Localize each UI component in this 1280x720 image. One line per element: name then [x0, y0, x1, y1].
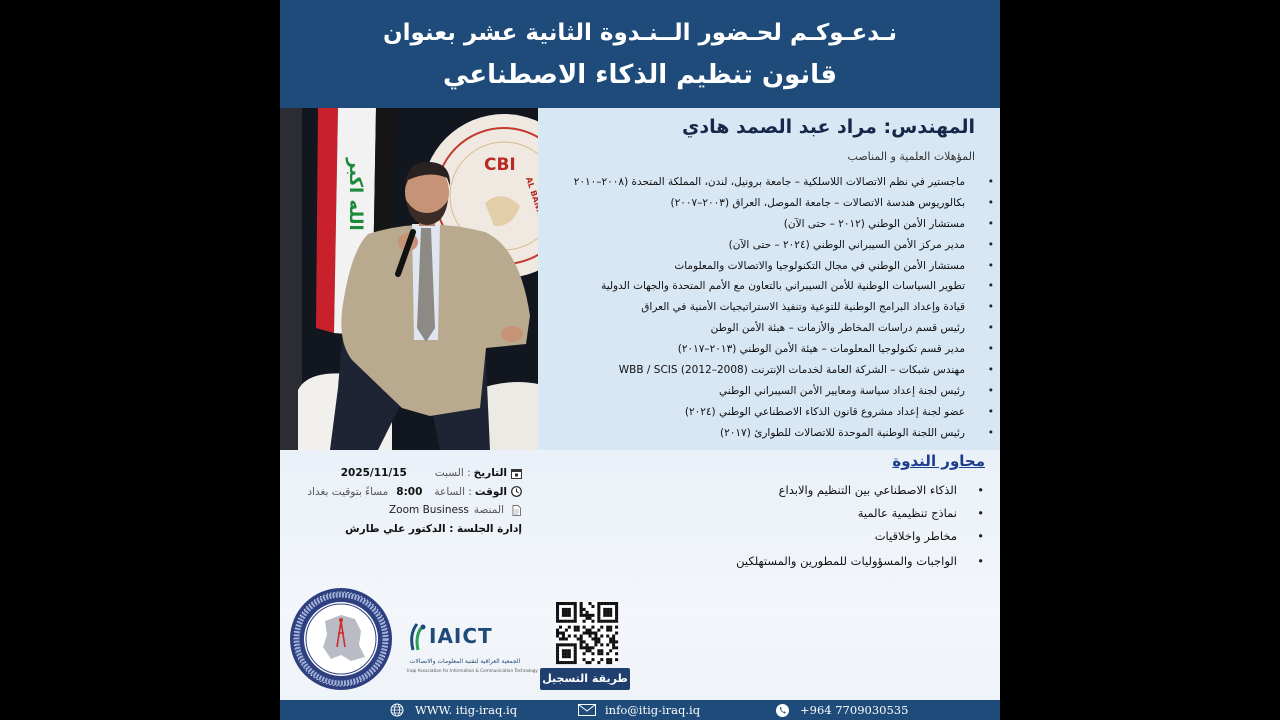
moderator: إدارة الجلسة : الدكتور علي طارش	[345, 522, 522, 535]
globe-icon	[390, 703, 404, 717]
qualification-item: • مدير قسم تكنولوجيا المعلومات – هيئة الأمن الوطني (٢٠١٣–٢٠١٧)	[538, 339, 994, 360]
association-seal	[289, 587, 393, 691]
iaict-logo	[407, 618, 538, 680]
date-label: التاريخ	[473, 467, 507, 480]
qualification-item: • رئيس قسم دراسات المخاطر والأزمات – هيئة الأمن الوطن	[538, 318, 994, 339]
register-button[interactable]: طريقة التسجيل	[540, 668, 630, 690]
topics-heading: محاور الندوة	[892, 452, 985, 470]
iaict-arabic-name: الجمعية العراقية لتقنية المعلومات والاتصالات	[409, 658, 521, 665]
iaict-brand: IAICT	[429, 624, 493, 648]
iaict-emblem-icon	[407, 622, 427, 654]
invitation-title: نـدعـوكـم لحـضور الــنـدوة الثانية عشر بعنوان	[382, 20, 898, 46]
email-link[interactable]: info@itig-iraq.iq	[605, 703, 701, 717]
document-icon	[511, 505, 522, 516]
time-row	[282, 483, 522, 502]
logo-text: CBI	[484, 155, 516, 175]
qualification-item: • مستشار الأمن الوطني في مجال التكنولوجيا والاتصالات والمعلومات	[538, 256, 994, 277]
topic-item: • الواجبات والمسؤوليات للمطورين والمستهلكين	[654, 550, 984, 573]
whatsapp-icon	[775, 703, 790, 718]
seminar-title: قانون تنظيم الذكاء الاصطناعي	[443, 60, 837, 90]
website-link[interactable]: WWW. itig-iraq.iq	[415, 703, 518, 717]
qualifications-list	[538, 172, 994, 444]
qualification-item: • عضو لجنة إعداد مشروع قانون الذكاء الاصطناعي الوطني (٢٠٢٤)	[538, 402, 994, 423]
qualification-item: • بكالوريوس هندسة الاتصالات – جامعة الموصل، العراق (٢٠٠٣–٢٠٠٧)	[538, 193, 994, 214]
date-day: : السبت	[434, 467, 471, 480]
flag-text: الله اكبر	[345, 158, 366, 231]
platform-value: Zoom Business	[388, 504, 469, 517]
moderator-row	[282, 520, 522, 539]
qualification-item: • مستشار الأمن الوطني (٢٠١٢ – حتى الآن)	[538, 214, 994, 235]
topic-item: • نماذج تنظيمية عالمية	[654, 502, 984, 525]
date-row	[282, 464, 522, 483]
event-details	[282, 464, 522, 538]
time-value: 8:00	[396, 485, 423, 498]
envelope-icon	[578, 704, 596, 716]
calendar-icon	[511, 468, 522, 479]
platform-label: المنصة	[473, 504, 504, 517]
poster-header	[280, 0, 1000, 108]
speaker-name: المهندس: مراد عبد الصمد هادي	[681, 116, 975, 138]
speaker-photo	[280, 108, 545, 450]
topics-list	[654, 479, 984, 573]
seminar-poster	[280, 0, 1000, 720]
date-value: 2025/11/15	[340, 467, 407, 480]
qualification-item: • قيادة وإعداد البرامج الوطنية للتوعية وتنفيذ الاستراتيجيات الأمنية في العراق	[538, 297, 994, 318]
qualification-item: • مدير مركز الأمن السيبراني الوطني (٢٠٢٤ – حتى الآن)	[538, 235, 994, 256]
clock-icon	[511, 486, 522, 497]
topic-item: • مخاطر واخلاقيات	[654, 525, 984, 548]
phone-number[interactable]: +964 7709030535	[800, 703, 909, 717]
qualifications-heading: المؤهلات العلمية و المناصب	[847, 150, 975, 163]
platform-row	[282, 501, 522, 520]
time-label: الوقت	[474, 485, 507, 498]
qualification-item: • مهندس شبكات – الشركة العامة لخدمات الإنترنت (2008–2012) WBB / SCIS	[538, 360, 994, 381]
qualification-item: • ماجستير في نظم الاتصالات اللاسلكية – جامعة برونيل، لندن، المملكة المتحدة (٢٠٠٨–٢٠١٠	[538, 172, 994, 193]
contact-footer	[280, 700, 1000, 720]
qualification-item: • رئيس لجنة إعداد سياسة ومعايير الأمن السيبراني الوطني	[538, 381, 994, 402]
qualification-item: • رئيس اللجنة الوطنية الموحدة للاتصالات للطوارئ (٢٠١٧)	[538, 423, 994, 444]
logo-arc-text: AL BANK	[524, 175, 545, 216]
time-suffix: مساءً بتوقيت بغداد	[307, 485, 389, 498]
time-sep: : الساعة	[434, 485, 472, 498]
topic-item: • الذكاء الاصطناعي بين التنظيم والابداع	[654, 479, 984, 502]
iaict-english-name: Iraqi Association for Information & Communication Technology	[407, 668, 538, 673]
qr-code	[556, 602, 618, 664]
qualification-item: • تطوير السياسات الوطنية للأمن السيبراني بالتعاون مع الأمم المتحدة والجهات الدولية	[538, 276, 994, 297]
